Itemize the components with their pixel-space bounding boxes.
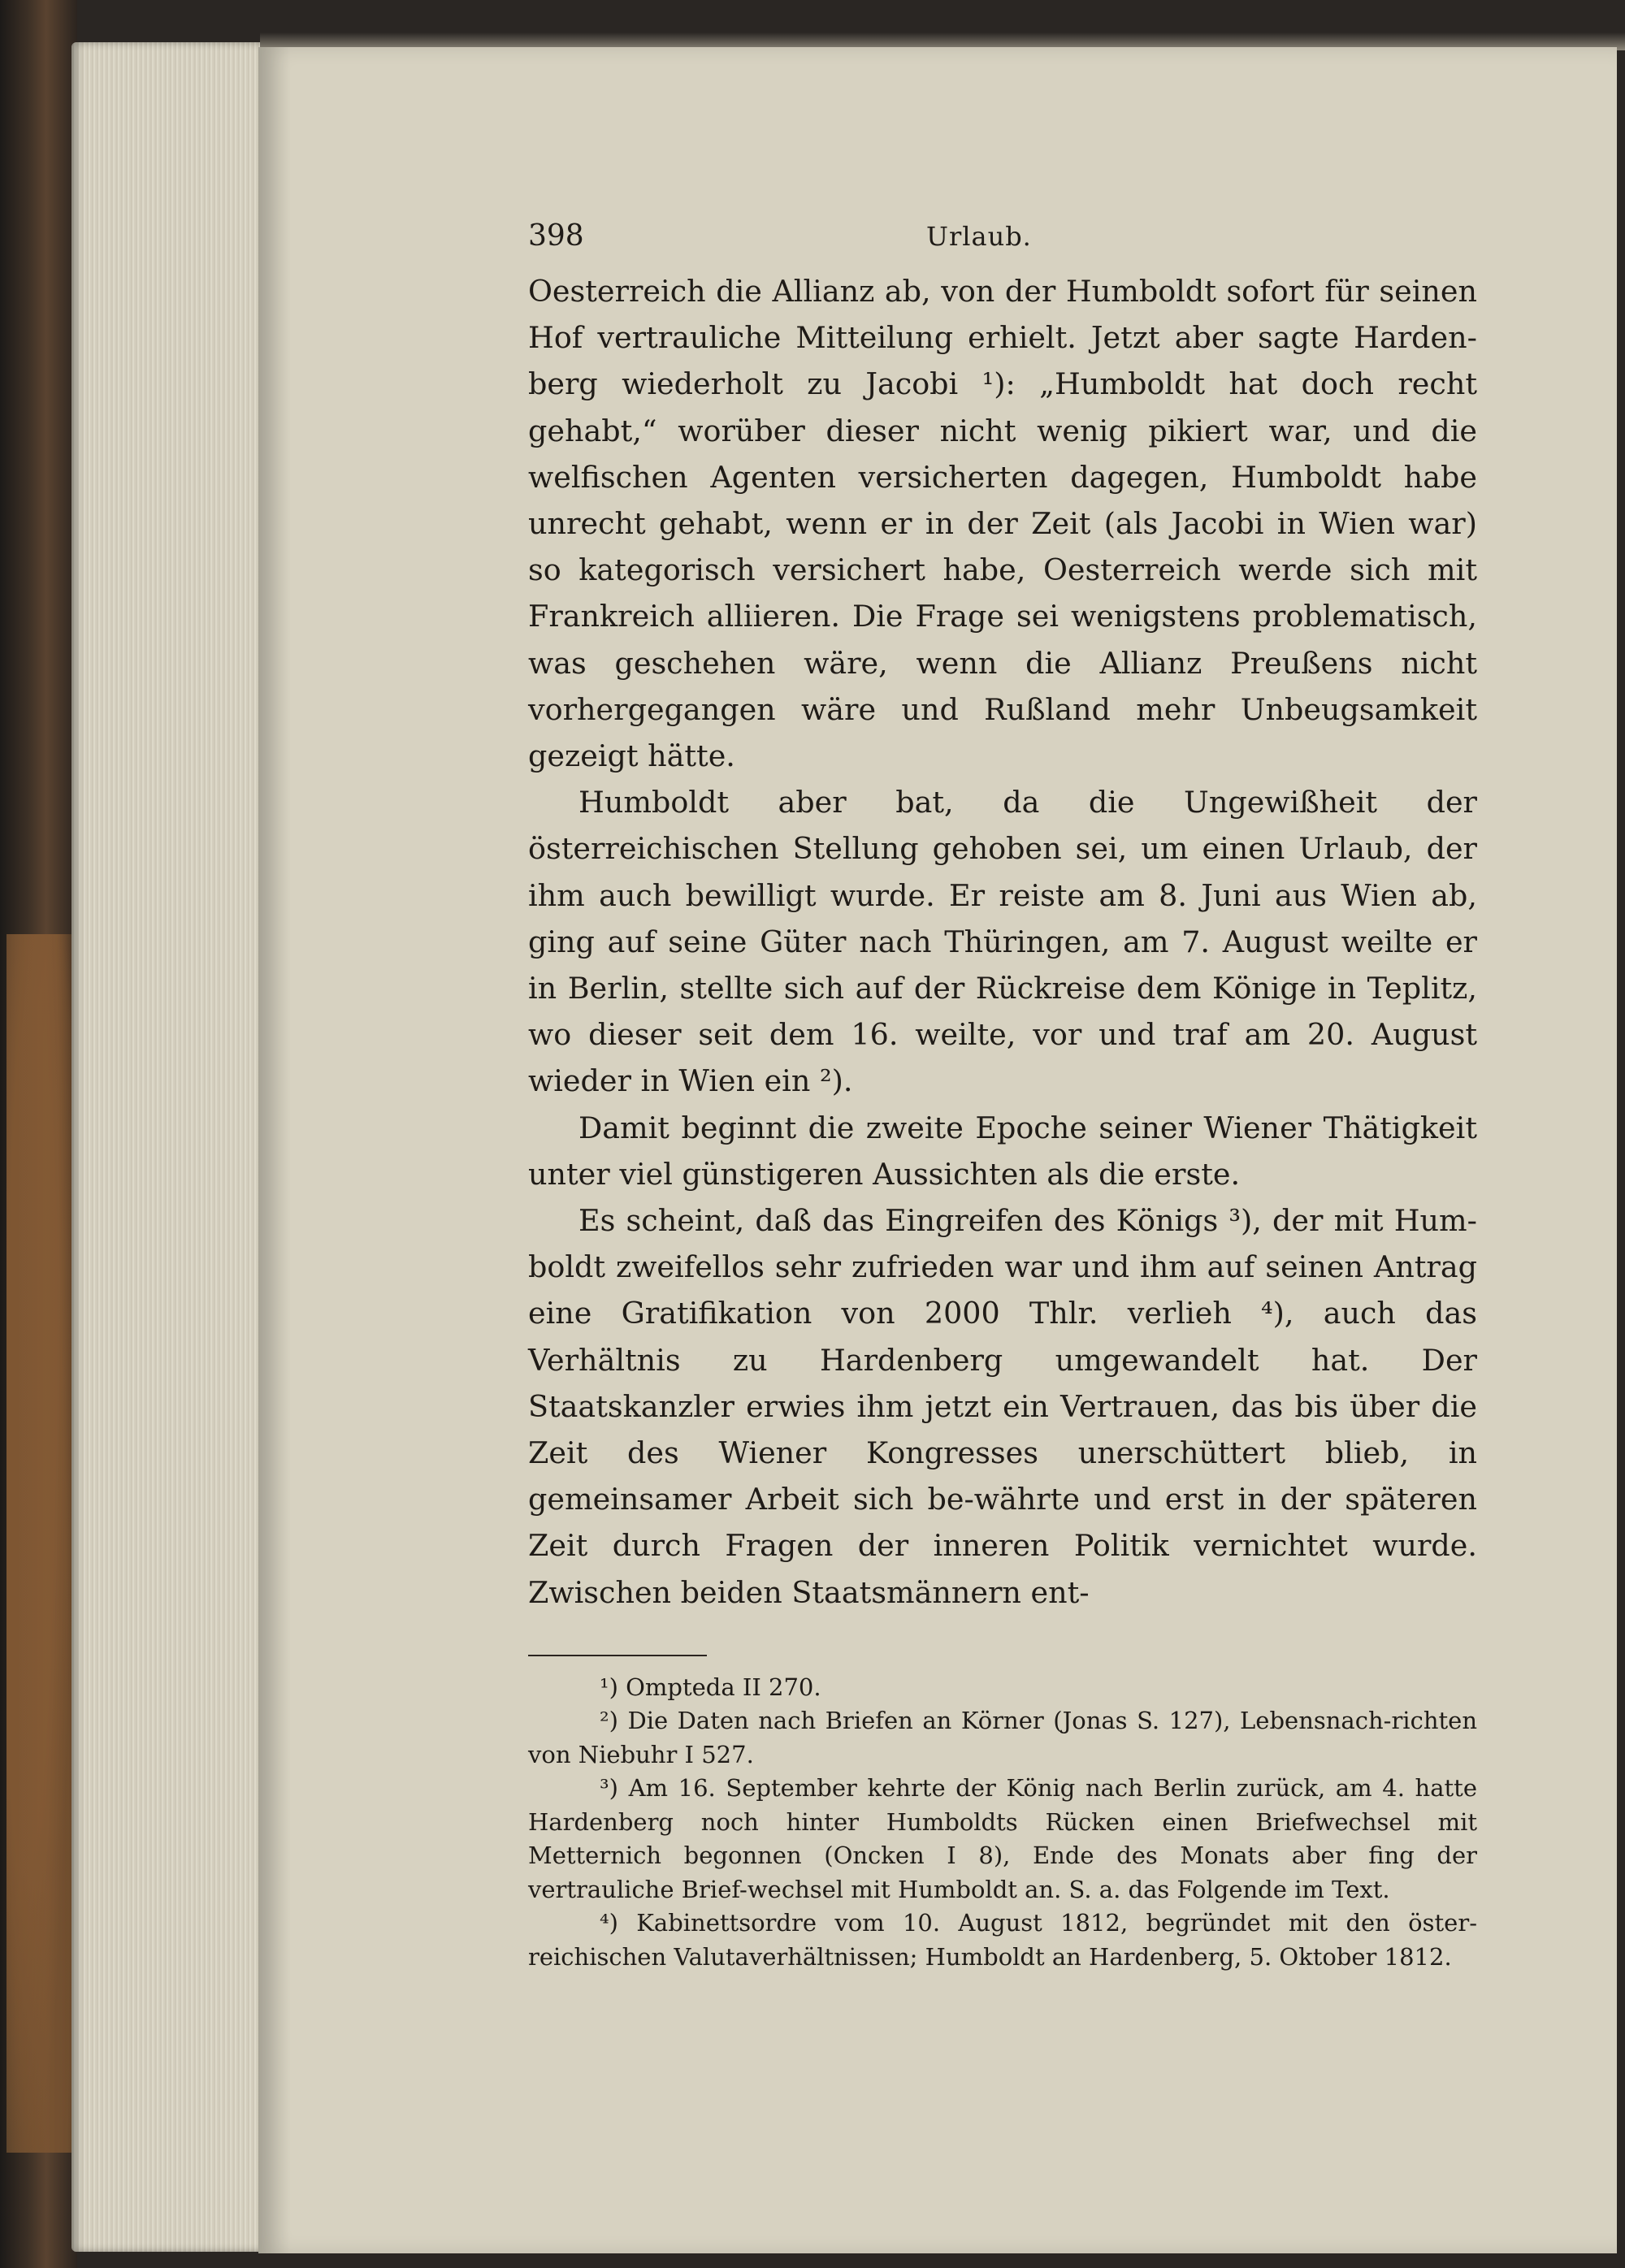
gutter-shadow <box>258 47 291 2253</box>
footnote: ²) Die Daten nach Briefen an Körner (Jonas S. 127), Lebensnach-richten von Niebuhr I 527. <box>528 1707 1477 1768</box>
footnote-separator <box>528 1655 707 1656</box>
body-text <box>528 268 1477 1616</box>
footnote: ¹) Ompteda II 270. <box>600 1673 821 1701</box>
text-block <box>528 219 1477 1974</box>
marbled-cover-pattern <box>6 934 72 2153</box>
footnote: ⁴) Kabinettsordre vom 10. August 1812, begründet mit den öster-reichischen Valutaverhältnissen; Humboldt an Hardenberg, 5. Oktober 1812. <box>528 1909 1477 1971</box>
running-head <box>528 219 1477 268</box>
footnote: ³) Am 16. September kehrte der König nach Berlin zurück, am 4. hatte Hardenberg noch hinter Humboldts Rücken einen Briefwechsel mit Metternich begonnen (Oncken I 8), Ende des Monats aber fing der vertrauliche Brief-wechsel mit Humboldt an. S. a. das Folgende im Text. <box>528 1774 1477 1903</box>
footnotes <box>528 1671 1477 1975</box>
page-header-title: Urlaub. <box>926 221 1032 252</box>
page-number: 398 <box>528 219 584 253</box>
paragraph: Damit beginnt die zweite Epoche seiner Wiener Thätigkeit unter viel günstigeren Aussichten als die erste. <box>528 1110 1477 1192</box>
paragraph: Es scheint, daß das Eingreifen des Königs ³), der mit Hum-boldt zweifellos sehr zufrieden war und ihm auf seinen Antrag eine Gratifikation von 2000 Thlr. verlieh ⁴), auch das Verhältnis zu Hardenberg umgewandelt hat. Der Staatskanzler erwies ihm jetzt ein Vertrauen, das bis über die Zeit des Wiener Kongresses unerschüttert blieb, in gemeinsamer Arbeit sich be-währte und erst in der späteren Zeit durch Fragen der inneren Politik vernichtet wurde. Zwischen beiden Staatsmännern ent- <box>528 1203 1477 1610</box>
page-edges <box>72 42 266 2252</box>
paragraph: Oesterreich die Allianz ab, von der Humboldt sofort für seinen Hof vertrauliche Mitteilung erhielt. Jetzt aber sagte Harden-berg wiederholt zu Jacobi ¹): „Humboldt hat doch recht gehabt,“ worüber dieser nicht wenig pikiert war, und die welfischen Agenten versicherten dagegen, Humboldt habe unrecht gehabt, wenn er in der Zeit (als Jacobi in Wien war) so kategorisch versichert habe, Oesterreich werde sich mit Frankreich alliieren. Die Frage sei wenigstens problematisch, was geschehen wäre, wenn die Allianz Preußens nicht vorhergegangen wäre und Rußland mehr Unbeugsamkeit gezeigt hätte. <box>528 274 1477 774</box>
paragraph: Humboldt aber bat, da die Ungewißheit der österreichischen Stellung gehoben sei, um einen Urlaub, der ihm auch bewilligt wurde. Er reiste am 8. Juni aus Wien ab, ging auf seine Güter nach Thüringen, am 7. August weilte er in Berlin, stellte sich auf der Rückreise dem Könige in Teplitz, wo dieser seit dem 16. weilte, vor und traf am 20. August wieder in Wien ein ²). <box>528 785 1477 1099</box>
